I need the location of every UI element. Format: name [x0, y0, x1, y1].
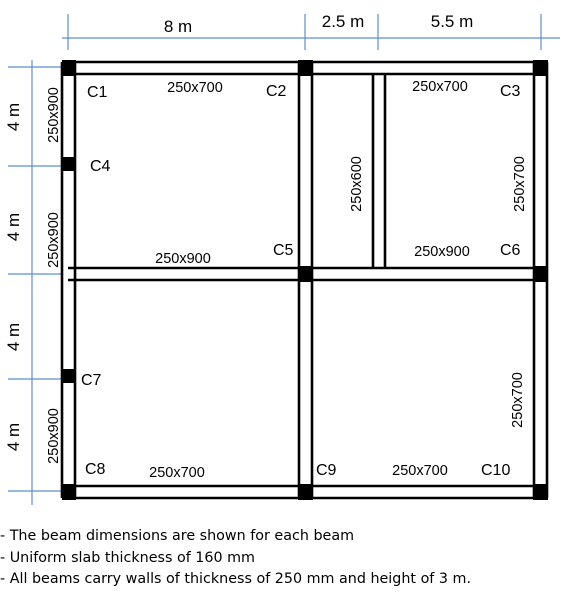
beam-label-bottom-left: 250x700: [149, 465, 205, 481]
column-c4-block: [62, 157, 76, 171]
beam-label-top-left: 250x700: [167, 80, 223, 96]
dim-top-8m: 8 m: [163, 17, 193, 36]
beam-label-right-upper: 250x700: [512, 156, 528, 212]
beam-label-middle-left: 250x900: [155, 251, 211, 267]
beam-label-bottom-right: 250x700: [392, 463, 448, 479]
beam-label-middle-right: 250x900: [414, 244, 470, 260]
beam-label-right-lower: 250x700: [510, 372, 526, 428]
column-c6-block: [533, 266, 548, 282]
column-c7-block: [62, 369, 76, 383]
column-label-c10: C10: [481, 462, 511, 479]
dim-left-2: 4 m: [4, 212, 23, 242]
beam-label-inner-vertical: 250x600: [349, 156, 365, 212]
column-label-c5: C5: [273, 242, 294, 259]
column-label-c3: C3: [500, 83, 521, 100]
column-c1-block: [62, 60, 76, 76]
column-label-c9: C9: [316, 462, 337, 479]
column-label-c1: C1: [87, 84, 108, 101]
beam-label-left-upper-2: 250x900: [46, 212, 62, 268]
column-c5-block: [298, 266, 313, 282]
dim-top-5-5m: 5.5 m: [430, 12, 474, 31]
notes-list: [0, 526, 585, 591]
beam-label-left-lower: 250x900: [46, 408, 62, 464]
dim-left-4: 4 m: [4, 422, 23, 452]
column-label-c4: C4: [90, 158, 111, 175]
column-label-c7: C7: [81, 372, 102, 389]
beam-label-top-right: 250x700: [412, 79, 468, 95]
note-slab-thickness: - Uniform slab thickness of 160 mm: [0, 549, 255, 566]
column-c3-block: [533, 60, 548, 76]
dim-top-2-5m: 2.5 m: [321, 12, 365, 31]
column-c9-block: [298, 484, 313, 500]
column-label-c8: C8: [85, 461, 106, 478]
dim-left-3: 4 m: [4, 322, 23, 352]
beam-label-left-upper-1: 250x900: [46, 87, 62, 143]
column-label-c6: C6: [500, 242, 521, 259]
column-c10-block: [533, 484, 548, 500]
column-c8-block: [62, 484, 76, 500]
note-wall-loads: - All beams carry walls of thickness of 250 mm and height of 3 m.: [0, 571, 472, 587]
column-c2-block: [298, 60, 313, 76]
dim-left-1: 4 m: [4, 102, 23, 132]
note-beam-dimensions: - The beam dimensions are shown for each beam: [0, 528, 355, 544]
column-label-c2: C2: [266, 83, 287, 100]
